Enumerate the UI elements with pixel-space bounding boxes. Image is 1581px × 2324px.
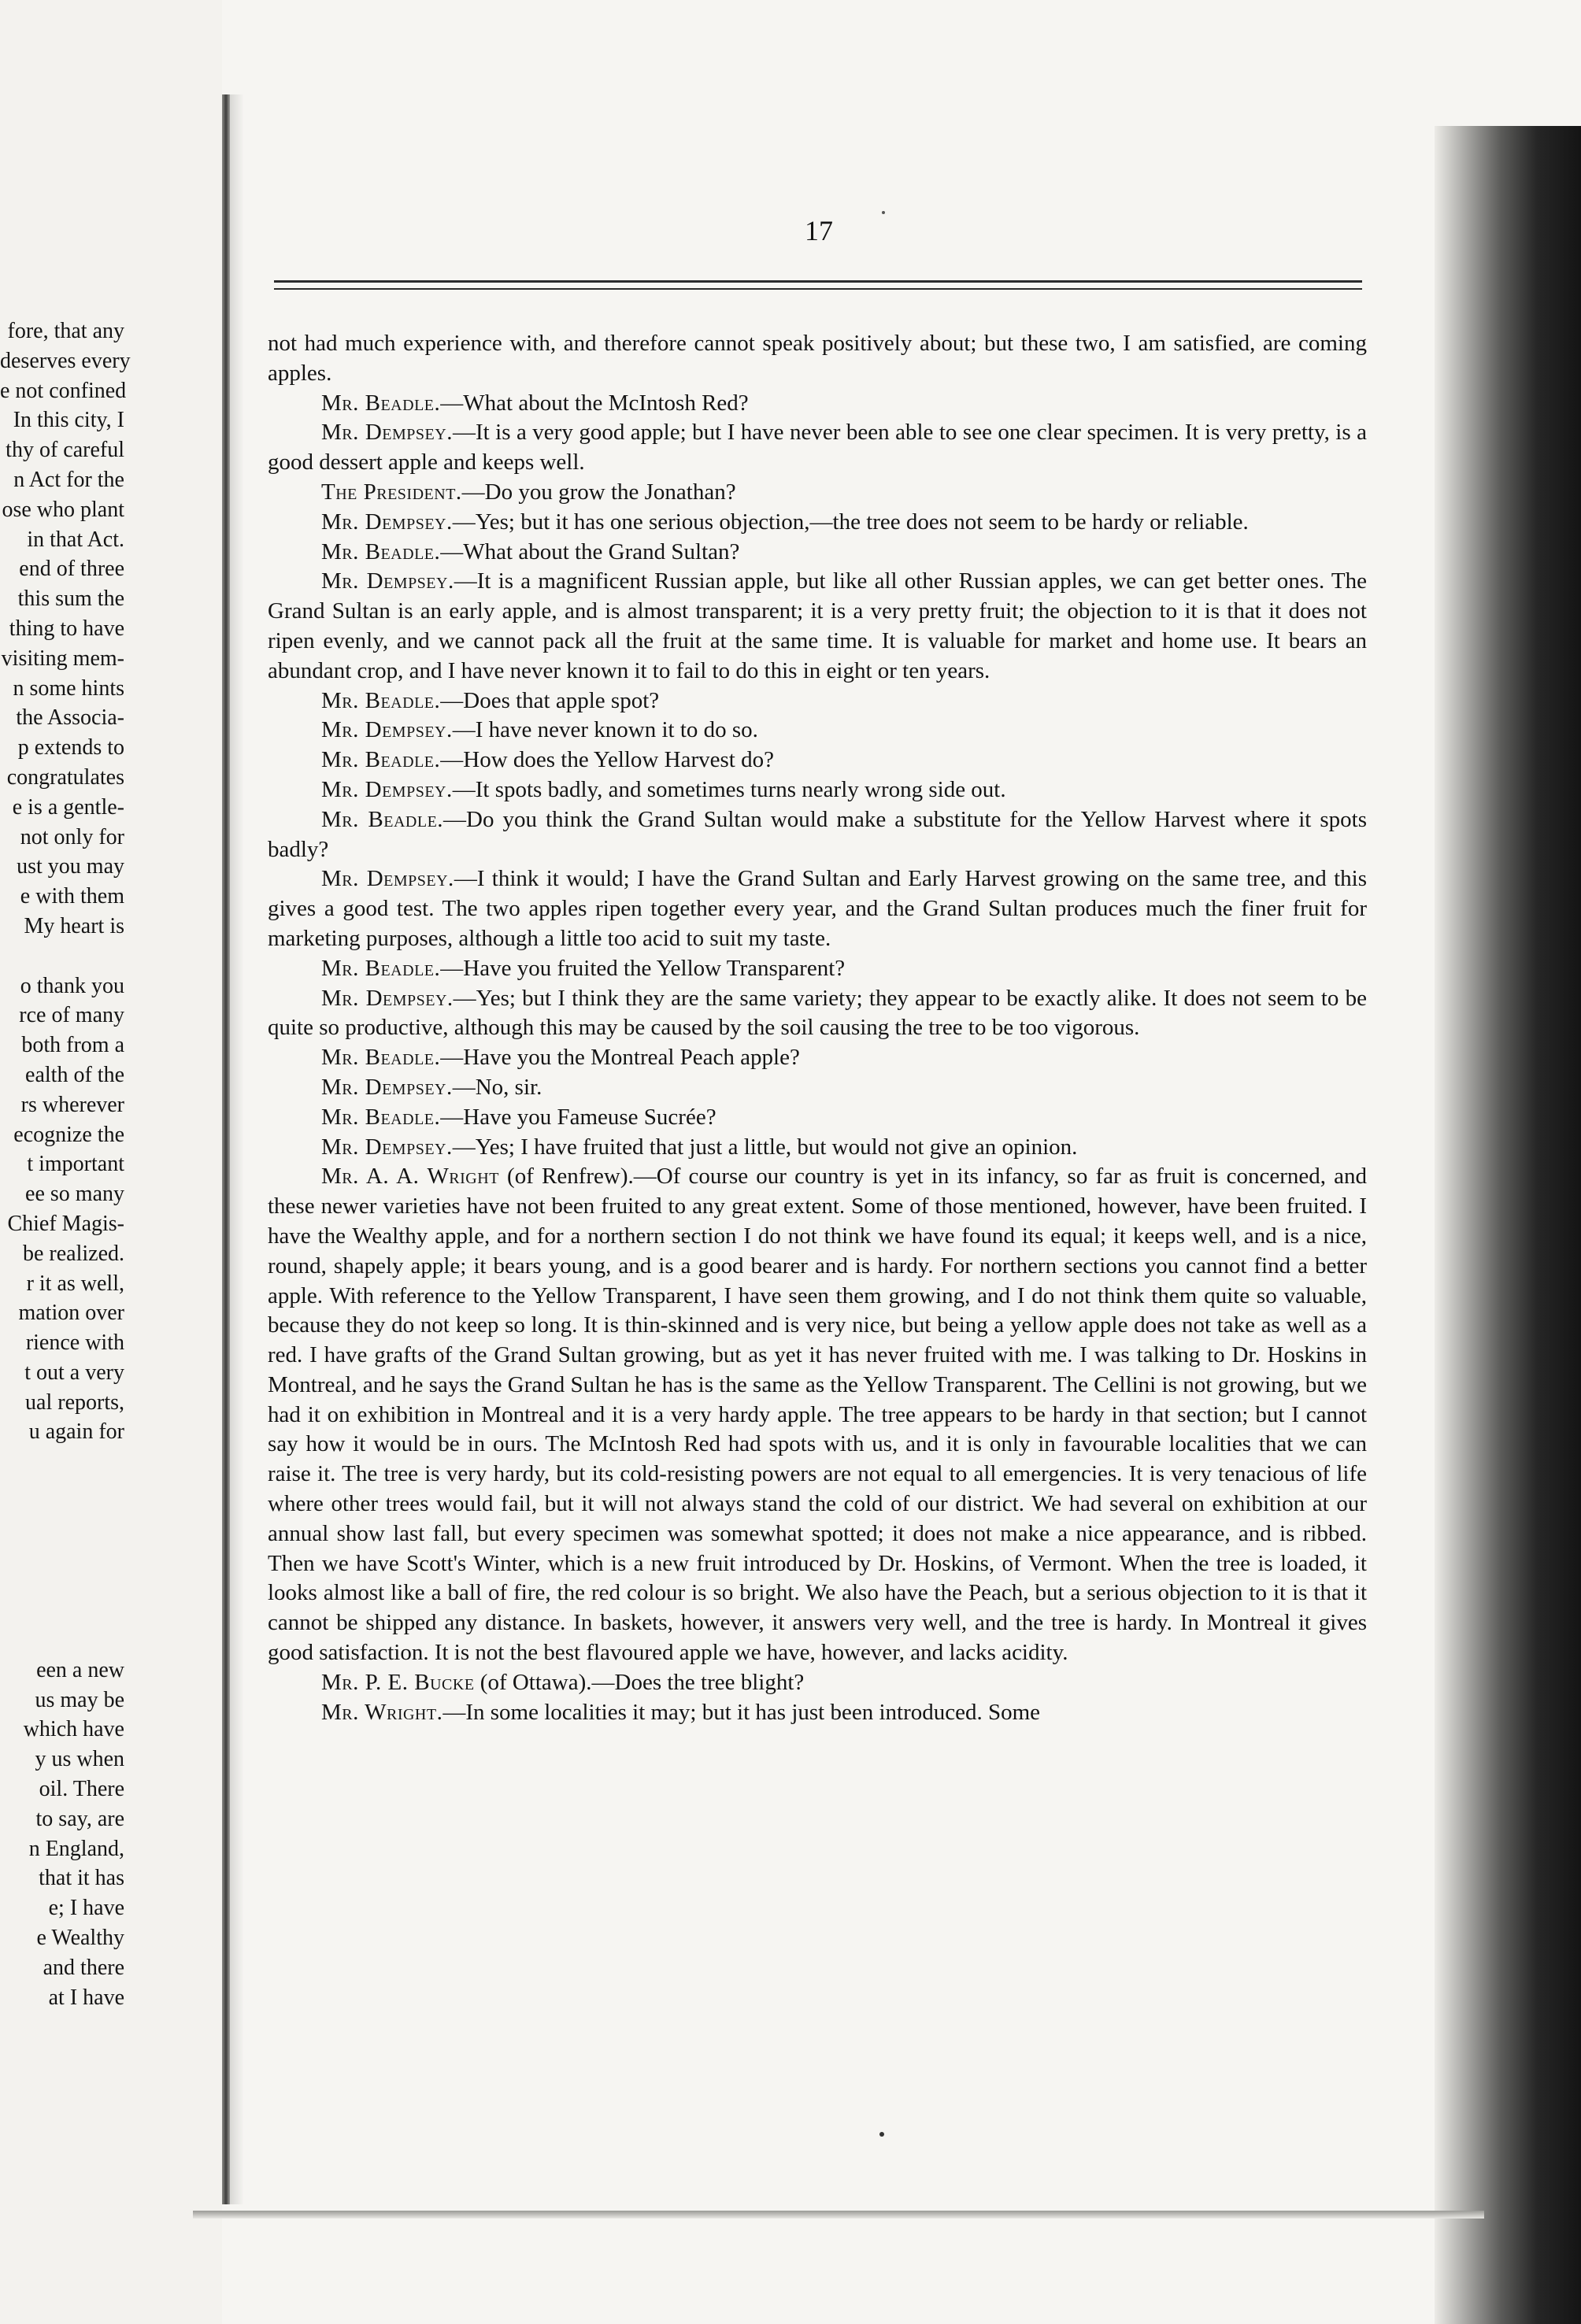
print-dot: [879, 2132, 884, 2137]
speaker-name: Mr. Dempsey.: [321, 420, 453, 446]
paragraph-text: (of Ottawa).—Does the tree blight?: [474, 1669, 805, 1695]
left-page-fragment: rience with: [25, 1330, 124, 1356]
left-page-fragment: this sum the: [17, 587, 124, 612]
spine-shadow: [230, 94, 244, 2204]
paragraph: [268, 746, 1367, 775]
book-spine: [222, 94, 230, 2204]
left-page-fragment: e Wealthy: [36, 1926, 124, 1951]
left-page-fragment: n Act for the: [13, 467, 124, 492]
speaker-name: Mr. Dempsey.: [321, 568, 454, 594]
paragraph: [268, 567, 1367, 686]
paragraph: [268, 805, 1367, 865]
left-page-fragment: both from a: [21, 1033, 124, 1058]
speaker-name: Mr. Dempsey.: [321, 776, 453, 802]
paragraph-text: —Do you grow the Jonathan?: [461, 479, 736, 505]
speaker-name: The President.: [321, 479, 462, 505]
paragraph-text: —Have you the Montreal Peach apple?: [440, 1045, 800, 1071]
speaker-name: Mr. Dempsey.: [321, 1134, 453, 1160]
left-page-fragment: rce of many: [19, 1003, 124, 1028]
left-page-fragment: fore, that any: [7, 319, 124, 343]
left-page-fragment: ust you may: [17, 854, 124, 879]
left-page-fragment: e; I have: [48, 1896, 124, 1921]
left-page-fragment: in that Act.: [27, 527, 124, 552]
paragraph-text: —I have never known it to do so.: [452, 717, 758, 743]
paragraph-text: —What about the McIntosh Red?: [440, 390, 749, 416]
paragraph-text: —I think it would; I have the Grand Sultan and Early Harvest growing on the same tree, and this gives a good test. The two apples ripen together every year, and the Grand Sultan produces much the finer fruit for marketing purposes, although a little too acid to suit my taste.: [268, 866, 1367, 951]
paragraph-text: (of Renfrew).—Of course our country is yet in its infancy, so far as fruit is concerned, and these newer varieties have not been fruited to any great extent. Some of those mentioned, however, have been fruited. I have the Wealthy apple, and for a northern section I do not think we have found its equal; it keeps well, and is a nice, round, shapely apple; it bears young, and is a good bearer and is hardy. For northern sections you cannot find a better apple. With reference to the Yellow Transparent, I have seen them growing, and I do not think them quite so valuable, because they do not keep so long. It is thin-skinned and is very nice, but being a yellow apple does not take as well as a red. I have grafts of the Grand Sultan growing, but as yet it has never fruited with me. I was talking to Dr. Hoskins in Montreal, and he says the Grand Sultan he has is the same as the Yellow Transparent. The Cellini is not growing, but we had it on exhibition in Montreal and it is a very hardy apple. The tree appears to be hardy in that section; but I cannot say how it would be in ours. The McIntosh Red had spots with us, and it is only in favourable localities that we can raise it. The tree is very hardy, but its cold-resisting powers are not equal to all emergencies. It is very tenacious of life where other trees would fail, but it will not always stand the cold of our district. We had several on exhibition at our annual show last fall, but every specimen was somewhat spotted; it does not make a nice appearance, and is ribbed. Then we have Scott's Winter, which is a new fruit introduced by Dr. Hoskins, of Vermont. When the tree is loaded, it looks almost like a ball of fire, the red colour is so bright. We also have the Peach, but a serious objection to it is that it cannot be shipped any distance. In baskets, however, it answers very well, and the tree is hardy. In Montreal it gives good satisfaction. It is not the best flavoured apple we have, however, and lacks acidity.: [268, 1164, 1368, 1666]
speaker-name: Mr. Beadle.: [321, 1045, 441, 1071]
left-page-fragment: [0, 1566, 124, 1596]
speaker-name: Mr. A. A. Wright: [321, 1164, 499, 1190]
paragraph-text: —Do you think the Grand Sultan would make a substitute for the Yellow Harvest where it spots badly?: [268, 806, 1367, 862]
speaker-name: Mr. Beadle.: [321, 806, 444, 832]
print-speck: [882, 211, 885, 214]
left-page-fragment: not only for: [20, 824, 124, 849]
header-rule-bottom: [274, 288, 1362, 290]
left-page-fragment: een a new: [36, 1657, 124, 1682]
left-page-fragment: [0, 1477, 124, 1507]
paragraph: [268, 686, 1367, 716]
paragraph-text: —In some localities it may; but it has just been introduced. Some: [442, 1699, 1041, 1725]
paragraph: [268, 954, 1367, 984]
left-page-fragment: u again for: [28, 1419, 124, 1445]
left-page-fragment: o thank you: [20, 973, 124, 998]
paragraph-text: —Yes; but I think they are the same variety; they appear to be exactly alike. It does not seem to be quite so productive, although this may be caused by the soil causing the tree to be too vigorous.: [268, 985, 1367, 1041]
paragraph-text: not had much experience with, and therefore cannot speak positively about; but these two, I am satisfied, are coming apples.: [268, 331, 1367, 386]
left-page-fragment: [0, 1447, 124, 1477]
speaker-name: Mr. Dempsey.: [321, 866, 454, 892]
left-page-fragment: and there: [43, 1955, 124, 1980]
speaker-name: Mr. Beadle.: [321, 390, 441, 416]
paragraph: [268, 508, 1367, 538]
left-page-fragment: oil. There: [39, 1777, 124, 1802]
page-number: 17: [805, 215, 833, 246]
paragraph-text: —What about the Grand Sultan?: [440, 538, 740, 564]
left-page-fragment: n England,: [28, 1836, 124, 1861]
left-page-fragment: e with them: [20, 884, 124, 909]
left-page-fragment: e is a gentle-: [12, 794, 124, 820]
left-page-fragment: that it has: [39, 1866, 124, 1891]
left-page-fragment: thing to have: [9, 616, 124, 641]
left-page-fragment: [0, 1626, 124, 1656]
left-page-fragment: the Associa-: [16, 705, 124, 731]
speaker-name: Mr. Beadle.: [321, 1104, 441, 1130]
paragraph-text: —Have you Fameuse Sucrée?: [440, 1104, 716, 1130]
header-rule-top: [274, 280, 1362, 283]
speaker-name: Mr. Beadle.: [321, 955, 441, 981]
left-page-fragment: thy of careful: [6, 438, 124, 463]
left-page-fragment: at I have: [48, 1985, 124, 2010]
paragraph: [268, 1133, 1367, 1163]
left-page-fragment: In this city, I: [13, 408, 124, 433]
left-page-fragment: which have: [23, 1717, 124, 1742]
speaker-name: Mr. Beadle.: [321, 687, 441, 713]
paragraph: [268, 775, 1367, 805]
left-page-fragment: ual reports,: [25, 1390, 124, 1415]
speaker-name: Mr. P. E. Bucke: [321, 1669, 475, 1695]
left-page-fragment: [0, 1596, 124, 1626]
speaker-name: Mr. Dempsey.: [321, 985, 454, 1011]
paragraph: [268, 1698, 1367, 1728]
left-page-fragment: p extends to: [17, 735, 124, 760]
paragraph-text: —No, sir.: [452, 1074, 542, 1100]
paragraph-text: —It is a very good apple; but I have never been able to see one clear specimen. It is very pretty, is a good dessert apple and keeps well.: [268, 420, 1367, 476]
page-right-edge: [1435, 126, 1581, 2324]
paragraph: [268, 1103, 1367, 1133]
left-page-fragment: ose who plant: [2, 497, 124, 522]
paragraph: [268, 716, 1367, 746]
left-page-fragment: ecognize the: [13, 1122, 124, 1147]
speaker-name: Mr. Dempsey.: [321, 509, 453, 535]
left-page-fragment: us may be: [35, 1687, 124, 1712]
paragraph: [268, 538, 1367, 568]
paragraph-text: —Have you fruited the Yellow Transparent?: [440, 955, 846, 981]
paragraph: [268, 389, 1367, 419]
left-page-fragment: rs wherever: [20, 1092, 124, 1117]
left-page-fragment: e not confined: [0, 378, 127, 403]
left-page-fragment: ee so many: [25, 1182, 124, 1207]
left-page-fragment: ealth of the: [25, 1062, 124, 1087]
page-bottom-edge: [193, 2211, 1484, 2219]
paragraph: [268, 984, 1367, 1044]
paragraph: [268, 1668, 1367, 1698]
paragraph: [268, 478, 1367, 508]
left-page-fragment: Chief Magis-: [7, 1211, 124, 1236]
left-page-fragment: [0, 942, 124, 971]
left-page-fragment: end of three: [19, 557, 124, 582]
left-page-fragment: t important: [27, 1152, 124, 1177]
left-page-fragment: congratulates: [6, 764, 124, 790]
paragraph-text: —Yes; I have fruited that just a little, but would not give an opinion.: [452, 1134, 1078, 1160]
left-page-fragment: deserves every: [0, 348, 131, 373]
left-page-fragment: n some hints: [13, 675, 124, 701]
left-page-fragment: [0, 1507, 124, 1537]
left-page-fragment: My heart is: [24, 913, 124, 938]
paragraph: [268, 1043, 1367, 1073]
paragraph-text: —It is a magnificent Russian apple, but like all other Russian apples, we can get better ones. The Grand Sultan is an early apple, and is almost transparent; it is a very pretty fruit; the objection to it is that it does not ripen evenly, and we cannot pack all the fruit at the same time. It is valuable for market and home use. It bears an abundant crop, and I have never known it to fail to do this in eight or ten years.: [268, 568, 1367, 683]
speaker-name: Mr. Beadle.: [321, 747, 441, 773]
left-page-fragment: be realized.: [22, 1241, 124, 1266]
paragraph: [268, 1073, 1367, 1103]
paragraph-text: —Yes; but it has one serious objection,—the tree does not seem to be hardy or reliable.: [452, 509, 1249, 535]
main-body-text: [268, 329, 1367, 1727]
left-page-fragment: y us when: [35, 1747, 124, 1772]
left-page-fragment: t out a very: [24, 1360, 124, 1385]
paragraph: [268, 329, 1367, 389]
speaker-name: Mr. Wright.: [321, 1699, 443, 1725]
paragraph-text: —How does the Yellow Harvest do?: [440, 747, 774, 773]
left-facing-page: [0, 0, 222, 2324]
left-page-fragment: to say, are: [35, 1806, 124, 1831]
speaker-name: Mr. Dempsey.: [321, 1074, 453, 1100]
paragraph: [268, 1162, 1367, 1668]
left-page-fragment: mation over: [18, 1301, 124, 1326]
left-page-text-fragments: [0, 316, 131, 2012]
paragraph-text: —Does that apple spot?: [440, 687, 660, 713]
paragraph-text: —It spots badly, and sometimes turns nearly wrong side out.: [452, 776, 1006, 802]
speaker-name: Mr. Dempsey.: [321, 717, 453, 743]
paragraph: [268, 418, 1367, 478]
left-page-fragment: [0, 1537, 124, 1567]
left-page-fragment: r it as well,: [26, 1271, 124, 1296]
speaker-name: Mr. Beadle.: [321, 538, 441, 564]
paragraph: [268, 864, 1367, 953]
left-page-fragment: visiting mem-: [1, 646, 124, 671]
